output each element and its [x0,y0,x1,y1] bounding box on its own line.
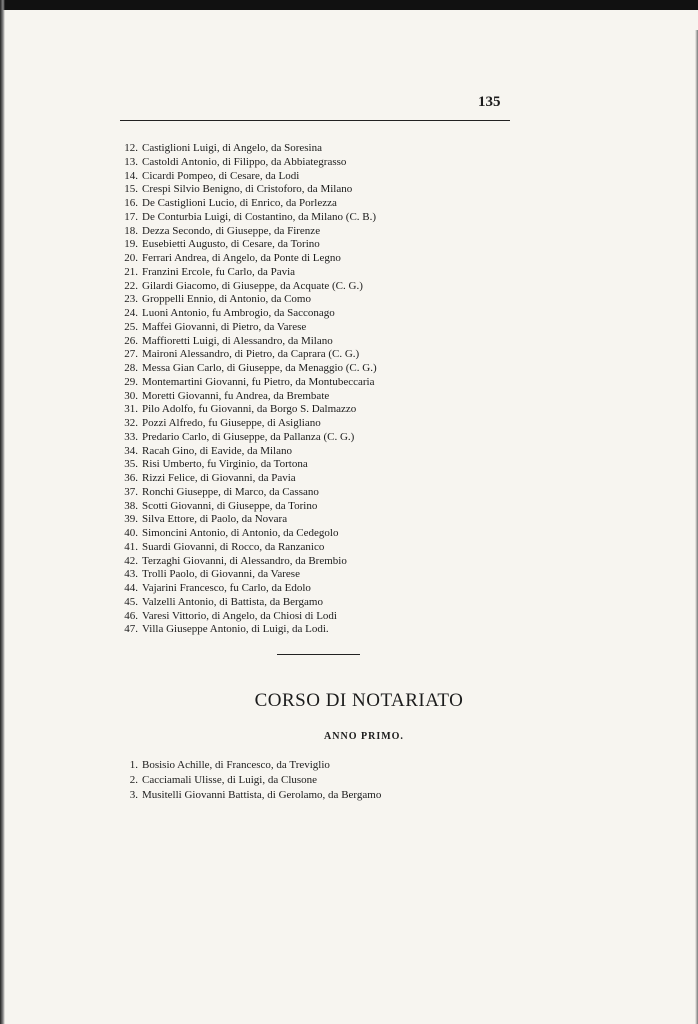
item-number: 38. [124,499,138,512]
list-item [120,156,377,170]
list-item [120,293,377,307]
item-number: 32. [124,417,138,429]
item-text: Cicardi Pompeo, di Cesare, da Lodi [142,169,300,182]
item-text: Dezza Secondo, di Giuseppe, da Firenze [142,224,321,237]
item-text: Maffei Giovanni, di Pietro, da Varese [142,320,307,333]
item-text: Eusebietti Augusto, di Cesare, da Torino [142,238,320,251]
item-number: 24. [124,307,138,319]
item-number: 17. [124,210,138,223]
section-separator [277,654,360,655]
item-text: Ronchi Giuseppe, di Marco, da Cassano [142,485,319,498]
list-item [120,376,377,390]
item-number: 12. [124,142,138,154]
list-item [120,362,377,376]
list-item [120,555,377,569]
item-text: De Castiglioni Lucio, di Enrico, da Porlezza [142,197,337,209]
item-text: Gilardi Giacomo, di Giuseppe, da Acquate (C. G.) [142,279,363,292]
item-text: Varesi Vittorio, di Angelo, da Chiosi di Lodi [142,609,337,622]
list-item [120,142,377,156]
item-number: 41. [124,540,138,553]
item-text: Trolli Paolo, di Giovanni, da Varese [142,568,300,581]
item-number: 47. [124,623,138,636]
item-number: 42. [124,554,138,567]
item-text: Crespi Silvio Benigno, di Cristoforo, da Milano [142,183,353,196]
list-item [120,225,377,239]
list-item [120,348,377,362]
item-number: 46. [124,609,138,622]
item-number: 36. [124,472,138,484]
item-number: 34. [124,444,138,457]
item-number: 25. [124,320,138,333]
list-item [120,596,377,610]
item-text: Terzaghi Giovanni, di Alessandro, da Brembio [142,554,347,567]
list-item [120,472,377,486]
item-number: 26. [124,334,138,347]
item-number: 39. [124,513,138,526]
item-number: 27. [124,348,138,361]
list-item [128,788,381,803]
item-text: Montemartini Giovanni, fu Pietro, da Montubeccaria [142,375,375,388]
list-item [120,307,377,321]
list-item [120,417,377,431]
item-text: Predario Carlo, di Giuseppe, da Pallanza (C. G.) [142,430,355,443]
list-item [120,183,377,197]
item-text: Rizzi Felice, di Giovanni, da Pavia [142,472,296,484]
item-text: De Conturbia Luigi, di Costantino, da Milano (C. B.) [142,210,377,223]
header-rule [120,120,510,121]
item-number: 40. [124,527,138,539]
item-number: 18. [124,224,138,237]
item-text: Bosisio Achille, di Francesco, da Treviglio [142,759,330,771]
item-text: Ferrari Andrea, di Angelo, da Ponte di Legno [142,252,341,264]
year-heading: ANNO PRIMO. [324,731,404,742]
item-text: Cacciamali Ulisse, di Luigi, da Clusone [142,774,318,786]
item-number: 16. [124,197,138,209]
item-text: Vajarini Francesco, fu Carlo, da Edolo [142,582,311,594]
list-item [120,486,377,500]
item-number: 43. [124,568,138,581]
item-number: 44. [124,582,138,594]
list-item [120,458,377,472]
item-number: 13. [124,155,138,168]
page-number: 135 [478,94,501,110]
list-item [120,527,377,541]
item-text: Maironi Alessandro, di Pietro, da Caprara (C. G.) [142,348,360,361]
list-item [120,197,377,211]
item-text: Scotti Giovanni, di Giuseppe, da Torino [142,499,318,512]
course-title: CORSO DI NOTARIATO [254,690,464,711]
item-number: 28. [124,362,138,374]
item-number: 45. [124,595,138,608]
list-item [120,568,377,582]
item-text: Moretti Giovanni, fu Andrea, da Brembate [142,389,330,402]
notariato-student-list [128,758,381,803]
item-number: 14. [124,169,138,182]
item-text: Groppelli Ennio, di Antonio, da Como [142,293,311,306]
list-item [120,211,377,225]
student-list [120,142,377,637]
list-item [120,610,377,624]
list-item [120,541,377,555]
item-text: Maffioretti Luigi, di Alessandro, da Milano [142,334,333,347]
list-item [120,266,377,280]
list-item [128,758,381,773]
list-item [120,280,377,294]
list-item [120,582,377,596]
list-item [120,252,377,266]
item-text: Simoncini Antonio, di Antonio, da Cedegolo [142,527,339,539]
list-item [120,431,377,445]
list-item [120,335,377,349]
list-item [128,773,381,788]
item-number: 29. [124,375,138,388]
list-item [120,390,377,404]
item-number: 35. [124,458,138,471]
list-item [120,238,377,252]
item-text: Castiglioni Luigi, di Angelo, da Soresina [142,142,322,154]
list-item [120,445,377,459]
item-number: 37. [124,485,138,498]
item-text: Messa Gian Carlo, di Giuseppe, da Menaggio (C. G.) [142,362,377,374]
item-number: 22. [124,279,138,292]
item-text: Franzini Ercole, fu Carlo, da Pavia [142,265,296,278]
scan-top-border [0,0,698,10]
item-number: 31. [124,403,138,416]
item-text: Risi Umberto, fu Virginio, da Tortona [142,458,308,471]
item-text: Castoldi Antonio, di Filippo, da Abbiategrasso [142,155,347,168]
item-number: 33. [124,430,138,443]
list-item [120,170,377,184]
item-number: 20. [124,252,138,264]
item-text: Racah Gino, di Eavide, da Milano [142,444,292,457]
item-number: 19. [124,238,138,251]
item-text: Pilo Adolfo, fu Giovanni, da Borgo S. Dalmazzo [142,403,357,416]
item-number: 3. [129,789,138,801]
list-item [120,500,377,514]
item-text: Valzelli Antonio, di Battista, da Bergamo [142,595,323,608]
item-number: 21. [124,265,138,278]
item-number: 2. [129,774,138,786]
item-text: Luoni Antonio, fu Ambrogio, da Sacconago [142,307,335,319]
item-text: Pozzi Alfredo, fu Giuseppe, di Asigliano [142,417,321,429]
item-number: 15. [124,183,138,196]
item-text: Villa Giuseppe Antonio, di Luigi, da Lodi. [142,623,329,636]
scan-left-edge [0,0,5,1024]
item-number: 23. [124,293,138,306]
item-text: Suardi Giovanni, di Rocco, da Ranzanico [142,540,325,553]
list-item [120,403,377,417]
list-item [120,513,377,527]
list-item [120,321,377,335]
item-text: Silva Ettore, di Paolo, da Novara [142,513,288,526]
item-number: 1. [129,759,138,771]
item-number: 30. [124,389,138,402]
list-item [120,623,377,637]
item-text: Musitelli Giovanni Battista, di Gerolamo, da Bergamo [142,789,382,801]
